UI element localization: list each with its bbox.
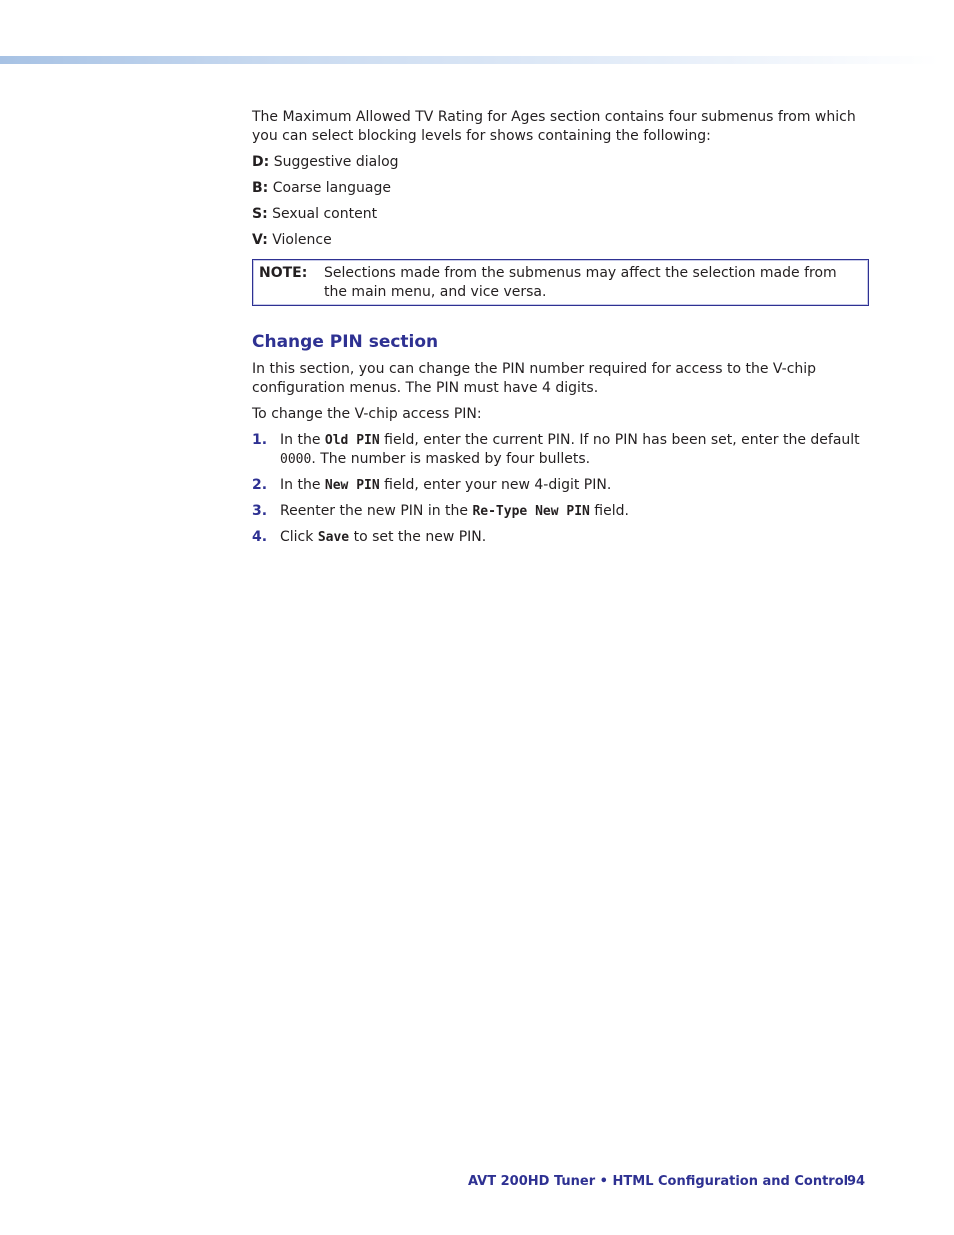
field-name-retype-pin: Re-Type New PIN — [472, 504, 590, 519]
footer-title: AVT 200HD Tuner • HTML Configuration and Control — [468, 1174, 849, 1189]
rating-item-s: S: Sexual content — [252, 206, 378, 222]
steps-intro: To change the V-chip access PIN: — [252, 406, 482, 422]
step-text: In the New PIN field, enter your new 4-digit PIN. — [280, 477, 612, 493]
steps-list — [252, 431, 868, 547]
save-button-name: Save — [317, 530, 350, 545]
step-text: Click Save to set the new PIN. — [280, 529, 487, 545]
field-name-new-pin: New PIN — [324, 478, 380, 493]
note-text: Selections made from the submenus may affect the selection made from the main menu, and vice versa. — [324, 265, 837, 300]
step-number: 2. — [252, 477, 268, 493]
section-paragraph: In this section, you can change the PIN number required for access to the V-chip configuration menus. The PIN must have 4 digits. — [252, 361, 817, 396]
step-item — [252, 431, 868, 469]
step-text: Reenter the new PIN in the Re-Type New PIN field. — [280, 503, 629, 519]
step-item — [252, 476, 868, 495]
intro-paragraph: The Maximum Allowed TV Rating for Ages section contains four submenus from which you can select blocking levels for shows containing the following: — [252, 109, 856, 144]
note-label: NOTE: — [259, 265, 308, 281]
step-number: 3. — [252, 503, 268, 519]
rating-item-b: B: Coarse language — [252, 180, 391, 196]
step-text: In the Old PIN field, enter the current PIN. If no PIN has been set, enter the default 0000. The number is masked by four bullets. — [280, 432, 860, 467]
section-heading: Change PIN section — [252, 332, 439, 352]
rating-item-v: V: Violence — [252, 232, 332, 248]
default-pin: 0000 — [280, 452, 312, 467]
step-number: 4. — [252, 529, 268, 545]
rating-item-d: D: Suggestive dialog — [252, 154, 399, 170]
header-gradient-bar — [0, 56, 940, 64]
field-name-old-pin: Old PIN — [324, 433, 380, 448]
step-number: 1. — [252, 432, 268, 448]
step-item — [252, 502, 868, 521]
note-box — [252, 259, 869, 306]
step-item — [252, 528, 868, 547]
page-content — [252, 108, 868, 554]
page-number: 94 — [847, 1174, 866, 1189]
